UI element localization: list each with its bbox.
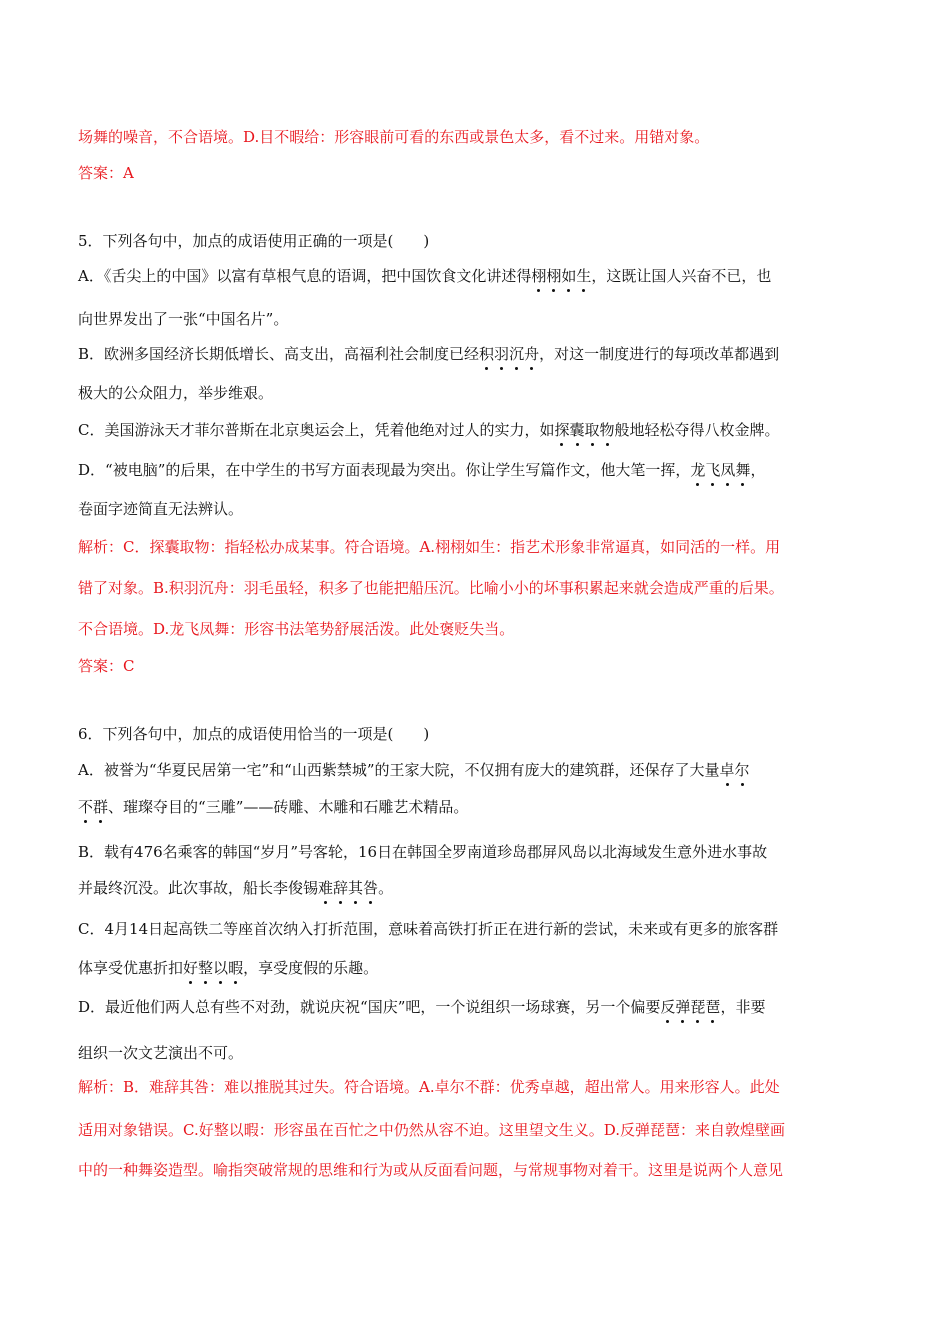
q5-analysis-line3: 不合语境。D.龙飞凤舞：形容书法笔势舒展活泼。此处褒贬失当。 — [78, 620, 515, 638]
text: A．《舌尖上的中国》以富有草根气息的语调，把中国饮食文化讲述得 — [78, 267, 532, 285]
emphasis-char: 不 — [78, 798, 94, 816]
text: B．欧洲多国经济长期低增长、高支出，高福利社会制度已经 — [78, 345, 480, 363]
emphasis-char: 反 — [660, 998, 676, 1016]
q5-analysis-line1: 解析：C．探囊取物：指轻松办成某事。符合语境。A.栩栩如生：指艺术形象非常逼真，如同活的一样。用 — [78, 538, 781, 556]
q5-option-b-line1 — [78, 344, 779, 364]
dotted-idiom — [78, 798, 108, 816]
prev-answer: 答案：A — [78, 164, 134, 182]
text: A．被誉为“华夏民居第一宅”和“山西紫禁城”的王家大院，不仅拥有庞大的建筑群，还保存了大量 — [78, 761, 720, 779]
emphasis-char: 龙 — [690, 461, 706, 479]
emphasis-char: 如 — [561, 267, 577, 285]
emphasis-char: 物 — [599, 421, 615, 439]
emphasis-char: 琶 — [705, 998, 721, 1016]
text: 般地轻松夺得八枚金牌。 — [614, 421, 780, 439]
q5-answer: 答案：C — [78, 657, 135, 675]
text: ，对这一制度进行的每项改革都遇到 — [539, 345, 780, 363]
emphasis-char: 暇 — [228, 959, 244, 977]
text: ，享受度假的乐趣。 — [243, 959, 379, 977]
text: 体享受优惠折扣 — [78, 959, 184, 977]
emphasis-char: 群 — [93, 798, 109, 816]
emphasis-char: 囊 — [569, 421, 585, 439]
q6-option-b-line1: B．载有476名乘客的韩国“岁月”号客轮，16日在韩国全罗南道珍岛郡屏风岛以北海域发生意外进水事故 — [78, 843, 768, 861]
q5-option-c-line1 — [78, 420, 780, 440]
emphasis-char: 其 — [348, 879, 364, 897]
emphasis-char: 好 — [183, 959, 199, 977]
q5-stem: 5．下列各句中，加点的成语使用正确的一项是( ) — [78, 232, 430, 250]
dotted-idiom — [318, 879, 378, 897]
text: ， — [750, 461, 766, 479]
text: 并最终沉没。此次事故，船长李俊锡 — [78, 879, 319, 897]
q5-option-d-line1 — [78, 460, 765, 480]
emphasis-char: 栩 — [546, 267, 562, 285]
dotted-idiom — [660, 998, 720, 1016]
q6-option-d-line2: 组织一次文艺演出不可。 — [78, 1044, 244, 1062]
emphasis-char: 沉 — [509, 345, 525, 363]
emphasis-char: 取 — [584, 421, 600, 439]
emphasis-char: 弹 — [675, 998, 691, 1016]
text: C．美国游泳天才菲尔普斯在北京奥运会上，凭着他绝对过人的实力，如 — [78, 421, 555, 439]
q6-analysis-line2: 适用对象错误。C.好整以暇：形容虽在百忙之中仍然从容不迫。这里望文生义。D.反弹琵琶：来自敦煌壁画 — [78, 1121, 785, 1139]
dotted-idiom — [720, 761, 750, 779]
prev-analysis-tail: 场舞的噪音，不合语境。D.目不暇给：形容眼前可看的东西或景色太多，看不过来。用错对象。 — [78, 128, 710, 146]
text: 、璀璨夺目的“三雕”——砖雕、木雕和石雕艺术精品。 — [108, 798, 469, 816]
emphasis-char: 舞 — [735, 461, 751, 479]
q5-analysis-line2: 错了对象。B.积羽沉舟：羽毛虽轻，积多了也能把船压沉。比喻小小的坏事积累起来就会造成严重的后果。 — [78, 579, 784, 597]
dotted-idiom — [554, 421, 614, 439]
q5-option-b-line2: 极大的公众阻力，举步维艰。 — [78, 384, 274, 402]
q5-option-d-line2: 卷面字迹简直无法辨认。 — [78, 500, 244, 518]
q6-option-c-line1: C．4月14日起高铁二等座首次纳入打折范围，意味着高铁打折正在进行新的尝试，未来或有更多的旅客群 — [78, 920, 779, 938]
emphasis-char: 羽 — [494, 345, 510, 363]
dotted-idiom — [479, 345, 539, 363]
q6-stem: 6．下列各句中，加点的成语使用恰当的一项是( ) — [78, 725, 430, 743]
text: D．“被电脑”的后果，在中学生的书写方面表现最为突出。你让学生写篇作文，他大笔一挥， — [78, 461, 691, 479]
emphasis-char: 尔 — [734, 761, 750, 779]
emphasis-char: 咎 — [363, 879, 379, 897]
q6-option-a-line1 — [78, 760, 750, 780]
q6-option-a-line2 — [78, 797, 468, 817]
text: ，非要 — [720, 998, 766, 1016]
q6-option-b-line2 — [78, 878, 393, 898]
emphasis-char: 以 — [213, 959, 229, 977]
emphasis-char: 积 — [479, 345, 495, 363]
text: D．最近他们两人总有些不对劲，就说庆祝“国庆”吧，一个说组织一场球赛，另一个偏要 — [78, 998, 661, 1016]
emphasis-char: 探 — [554, 421, 570, 439]
text: 。 — [378, 879, 394, 897]
text: ，这既让国人兴奋不已，也 — [591, 267, 772, 285]
emphasis-char: 生 — [576, 267, 592, 285]
emphasis-char: 舟 — [524, 345, 540, 363]
emphasis-char: 辞 — [333, 879, 349, 897]
q6-analysis-line1: 解析：B．难辞其咎：难以推脱其过失。符合语境。A.卓尔不群：优秀卓越，超出常人。用来形容人。此处 — [78, 1078, 780, 1096]
emphasis-char: 凤 — [720, 461, 736, 479]
emphasis-char: 卓 — [719, 761, 735, 779]
q6-option-c-line2 — [78, 958, 378, 978]
dotted-idiom — [531, 267, 591, 285]
emphasis-char: 飞 — [705, 461, 721, 479]
emphasis-char: 栩 — [531, 267, 547, 285]
emphasis-char: 整 — [198, 959, 214, 977]
q5-option-a-line1 — [78, 266, 771, 286]
q5-option-a-line2: 向世界发出了一张“中国名片”。 — [78, 310, 289, 328]
q6-option-d-line1 — [78, 997, 765, 1017]
dotted-idiom — [183, 959, 243, 977]
dotted-idiom — [690, 461, 750, 479]
emphasis-char: 难 — [318, 879, 334, 897]
q6-analysis-line3: 中的一种舞姿造型。喻指突破常规的思维和行为或从反面看问题，与常规事物对着干。这里是说两个人意见 — [78, 1161, 784, 1179]
emphasis-char: 琵 — [690, 998, 706, 1016]
